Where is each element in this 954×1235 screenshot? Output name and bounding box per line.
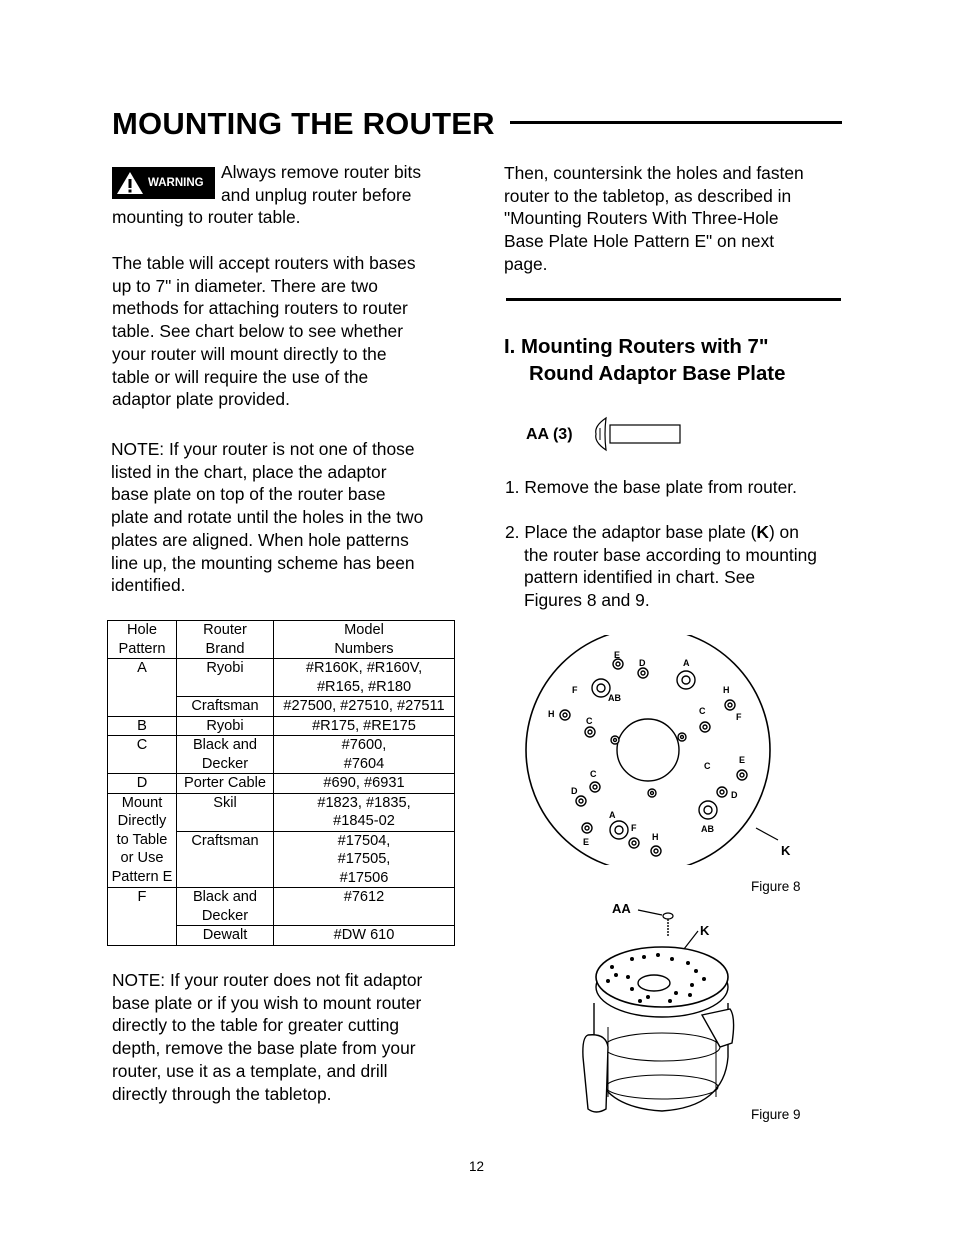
text-line: plate and rotate until the holes in the two xyxy=(111,507,424,528)
text-line: page. xyxy=(504,253,548,274)
title-rule xyxy=(510,121,842,124)
page-title: MOUNTING THE ROUTER xyxy=(112,106,495,141)
models-cell: #R175, #RE175 xyxy=(274,716,455,736)
table-row xyxy=(108,716,455,736)
svg-text:D: D xyxy=(731,790,738,800)
brand-cell: Skil xyxy=(177,793,274,831)
models-cell: #DW 610 xyxy=(274,926,455,946)
step-1: 1. Remove the base plate from router. xyxy=(505,477,797,497)
svg-text:D: D xyxy=(571,786,578,796)
svg-text:F: F xyxy=(736,712,742,722)
text-line: your router will mount directly to the xyxy=(112,343,387,364)
text-line: The table will accept routers with bases xyxy=(112,253,416,273)
models-cell: #1823, #1835, #1845-02 xyxy=(274,793,455,831)
svg-text:F: F xyxy=(572,685,578,695)
pattern-cell: D xyxy=(108,774,177,794)
brand-cell: Black and Decker xyxy=(177,888,274,926)
text-line: directly to the table for greater cutting xyxy=(112,1015,400,1036)
brand-cell: Ryobi xyxy=(177,659,274,697)
brand-cell: Porter Cable xyxy=(177,774,274,794)
text-line: Base Plate Hole Pattern E" on next xyxy=(504,231,775,252)
intro-paragraph xyxy=(112,252,416,411)
text-line: base plate on top of the router base xyxy=(111,484,386,505)
figure-9-k-label: K xyxy=(700,923,710,938)
figure-8-part-k-label: K xyxy=(781,843,791,858)
brand-cell: Black and Decker xyxy=(177,736,274,774)
text-line: methods for attaching routers to router xyxy=(112,298,408,319)
text-line: Then, countersink the holes and fasten xyxy=(504,163,804,183)
right-intro-paragraph xyxy=(504,162,804,276)
figure-9-caption: Figure 9 xyxy=(751,1107,801,1122)
text-line: NOTE: If your router is not one of those xyxy=(111,439,415,459)
figure-8-adaptor-plate xyxy=(520,635,820,865)
router-compatibility-table xyxy=(107,620,455,946)
step-2: 2. Place the adaptor base plate (K) on the router base according to mounting pattern identified in chart. See Figures 8 and 9. xyxy=(505,522,817,611)
text-line: up to 7" in diameter. There are two xyxy=(112,275,378,296)
heading-line: Round Adaptor Base Plate xyxy=(529,363,786,385)
header-hole-pattern: Hole Pattern xyxy=(108,621,177,659)
svg-text:C: C xyxy=(699,706,706,716)
note-paragraph-2 xyxy=(112,969,422,1105)
svg-text:A: A xyxy=(609,810,616,820)
text-line: plates are aligned. When hole patterns xyxy=(111,529,409,550)
models-cell: #7612 xyxy=(274,888,455,926)
heading-line: I. Mounting Routers with 7" xyxy=(504,336,769,358)
figure-8-caption: Figure 8 xyxy=(751,879,801,894)
svg-text:D: D xyxy=(639,658,646,668)
models-cell: #7600, #7604 xyxy=(274,736,455,774)
table-row xyxy=(108,793,455,831)
text-line: NOTE: If your router does not fit adaptor xyxy=(112,970,423,990)
pattern-cell: C xyxy=(108,736,177,774)
svg-text:E: E xyxy=(583,837,590,847)
brand-cell: Ryobi xyxy=(177,716,274,736)
svg-text:H: H xyxy=(548,709,555,719)
table-header-row xyxy=(108,621,455,659)
pattern-cell: B xyxy=(108,716,177,736)
svg-text:H: H xyxy=(723,685,730,695)
table-row xyxy=(108,888,455,926)
text-line: router, use it as a template, and drill xyxy=(112,1060,388,1081)
brand-cell: Craftsman xyxy=(177,697,274,717)
screw-icon xyxy=(592,414,684,454)
svg-text:AB: AB xyxy=(701,824,714,834)
figure-9-router-illustration xyxy=(572,897,742,1119)
section-heading xyxy=(504,334,785,388)
header-model-numbers: Model Numbers xyxy=(274,621,455,659)
center-hole xyxy=(617,719,679,781)
models-cell: #17504, #17505, #17506 xyxy=(274,831,455,888)
part-aa-label: AA (3) xyxy=(526,426,573,443)
figure-9-aa-label: AA xyxy=(612,901,631,916)
svg-text:C: C xyxy=(704,761,711,771)
text-line: base plate or if you wish to mount router xyxy=(112,992,422,1013)
pattern-cell: F xyxy=(108,888,177,946)
models-cell: #R160K, #R160V, #R165, #R180 xyxy=(274,659,455,697)
warning-badge-label: WARNING xyxy=(148,177,204,189)
text-line: adaptor plate provided. xyxy=(112,389,290,410)
svg-text:A: A xyxy=(683,658,690,668)
brand-cell: Craftsman xyxy=(177,831,274,888)
text-line: line up, the mounting scheme has been xyxy=(111,552,415,573)
warning-text-continued: mounting to router table. xyxy=(112,207,301,227)
text-line: identified. xyxy=(111,575,186,596)
text-line: depth, remove the base plate from your xyxy=(112,1038,416,1059)
svg-text:C: C xyxy=(586,716,593,726)
warning-text-right xyxy=(221,161,421,206)
pattern-cell: Mount Directly to Table or Use Pattern E xyxy=(108,793,177,888)
table-row xyxy=(108,774,455,794)
brand-cell: Dewalt xyxy=(177,926,274,946)
text-line: listed in the chart, place the adaptor xyxy=(111,461,387,482)
svg-text:C: C xyxy=(590,769,597,779)
pattern-cell: A xyxy=(108,659,177,717)
text-line: directly through the tabletop. xyxy=(112,1083,332,1104)
text-line: router to the tabletop, as described in xyxy=(504,185,792,206)
svg-text:H: H xyxy=(652,832,659,842)
table-row xyxy=(108,736,455,774)
svg-text:F: F xyxy=(631,823,637,833)
section-rule xyxy=(506,298,841,301)
text-line: table. See chart below to see whether xyxy=(112,321,403,342)
models-cell: #690, #6931 xyxy=(274,774,455,794)
warning-badge xyxy=(112,167,215,199)
warning-triangle-icon xyxy=(116,171,144,195)
header-router-brand: Router Brand xyxy=(177,621,274,659)
svg-text:AB: AB xyxy=(608,693,621,703)
page-number: 12 xyxy=(469,1159,485,1174)
svg-text:E: E xyxy=(739,755,746,765)
text-line: table or will require the use of the xyxy=(112,366,369,387)
table-row xyxy=(108,659,455,697)
warning-line: and unplug router before xyxy=(221,184,412,205)
text-line: "Mounting Routers With Three-Hole xyxy=(504,208,779,229)
warning-line: Always remove router bits xyxy=(221,162,422,182)
note-paragraph xyxy=(111,438,423,597)
svg-text:E: E xyxy=(614,650,621,660)
models-cell: #27500, #27510, #27511 xyxy=(274,697,455,717)
